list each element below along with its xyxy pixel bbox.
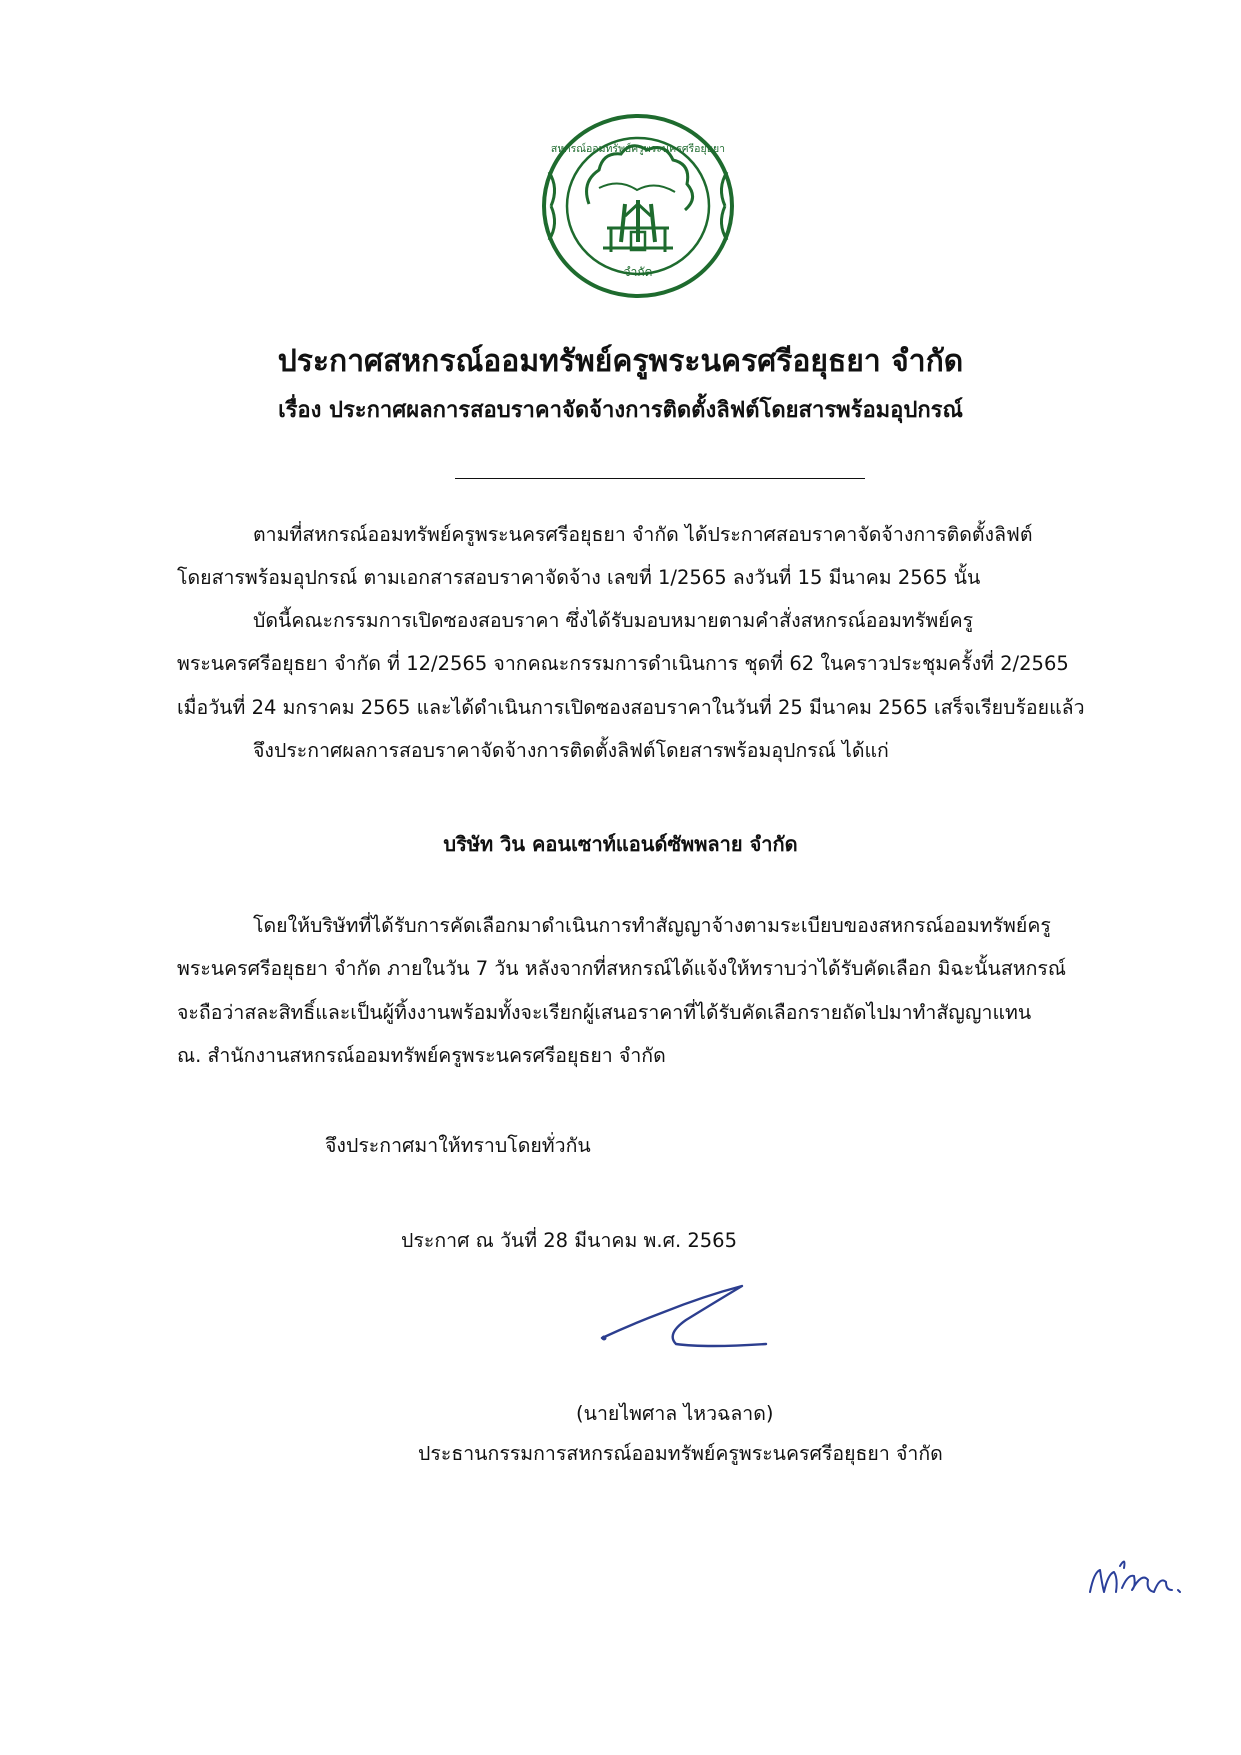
cooperative-seal-logo: [537, 108, 739, 304]
signature-scribble: [596, 1282, 776, 1352]
paragraph-3-line-1: จึงประกาศผลการสอบราคาจัดจ้างการติดตั้งลิฟต์โดยสารพร้อมอุปกรณ์ ได้แก่: [253, 739, 889, 762]
signatory-name: (นายไพศาล ไหวฉลาด): [576, 1402, 774, 1425]
paragraph-4-line-4: ณ. สำนักงานสหกรณ์ออมทรัพย์ครูพระนครศรีอยุธยา จำกัด: [177, 1044, 666, 1067]
paragraph-2-line-1: บัดนี้คณะกรรมการเปิดซองสอบราคา ซึ่งได้รับมอบหมายตามคำสั่งสหกรณ์ออมทรัพย์ครู: [253, 609, 974, 632]
svg-text:จำกัด: จำกัด: [623, 265, 653, 279]
paragraph-2-line-3: เมื่อวันที่ 24 มกราคม 2565 และได้ดำเนินการเปิดซองสอบราคาในวันที่ 25 มีนาคม 2565 เสร็จเรียบร้อยแล้ว: [177, 696, 1085, 719]
divider-rule: [455, 478, 865, 479]
page-title: ประกาศสหกรณ์ออมทรัพย์ครูพระนครศรีอยุธยา จำกัด: [277, 344, 964, 379]
paragraph-4-line-3: จะถือว่าสละสิทธิ์และเป็นผู้ทิ้งงานพร้อมทั้งจะเรียกผู้เสนอราคาที่ได้รับคัดเลือกรายถัดไปมาทำสัญญาแทน: [177, 1001, 1032, 1024]
signatory-position: ประธานกรรมการสหกรณ์ออมทรัพย์ครูพระนครศรีอยุธยา จำกัด: [418, 1442, 943, 1465]
announcement-date: ประกาศ ณ วันที่ 28 มีนาคม พ.ศ. 2565: [401, 1229, 737, 1252]
paragraph-2-line-2: พระนครศรีอยุธยา จำกัด ที่ 12/2565 จากคณะกรรมการดำเนินการ ชุดที่ 62 ในคราวประชุมครั้งที่ 2/2565: [177, 652, 1069, 675]
subject-line: เรื่อง ประกาศผลการสอบราคาจัดจ้างการติดตั้งลิฟต์โดยสารพร้อมอุปกรณ์: [278, 398, 963, 423]
svg-text:สหกรณ์ออมทรัพย์ครูพระนครศรีอยุ: สหกรณ์ออมทรัพย์ครูพระนครศรีอยุธยา: [550, 143, 726, 155]
paragraph-1-line-1: ตามที่สหกรณ์ออมทรัพย์ครูพระนครศรีอยุธยา จำกัด ได้ประกาศสอบราคาจัดจ้างการติดตั้งลิฟต์: [253, 523, 1033, 546]
handwritten-initials: [1086, 1548, 1196, 1604]
paragraph-4-line-1: โดยให้บริษัทที่ได้รับการคัดเลือกมาดำเนินการทำสัญญาจ้างตามระเบียบของสหกรณ์ออมทรัพย์ครู: [253, 914, 1051, 937]
paragraph-4-line-2: พระนครศรีอยุธยา จำกัด ภายในวัน 7 วัน หลังจากที่สหกรณ์ได้แจ้งให้ทราบว่าได้รับคัดเลือก มิฉะนั้นสหกรณ์: [177, 957, 1066, 980]
closing-statement: จึงประกาศมาให้ทราบโดยทั่วกัน: [325, 1134, 591, 1157]
awarded-company: บริษัท วิน คอนเซาท์แอนด์ซัพพลาย จำกัด: [443, 832, 798, 856]
paragraph-1-line-2: โดยสารพร้อมอุปกรณ์ ตามเอกสารสอบราคาจัดจ้าง เลขที่ 1/2565 ลงวันที่ 15 มีนาคม 2565 นั้น: [177, 566, 981, 589]
